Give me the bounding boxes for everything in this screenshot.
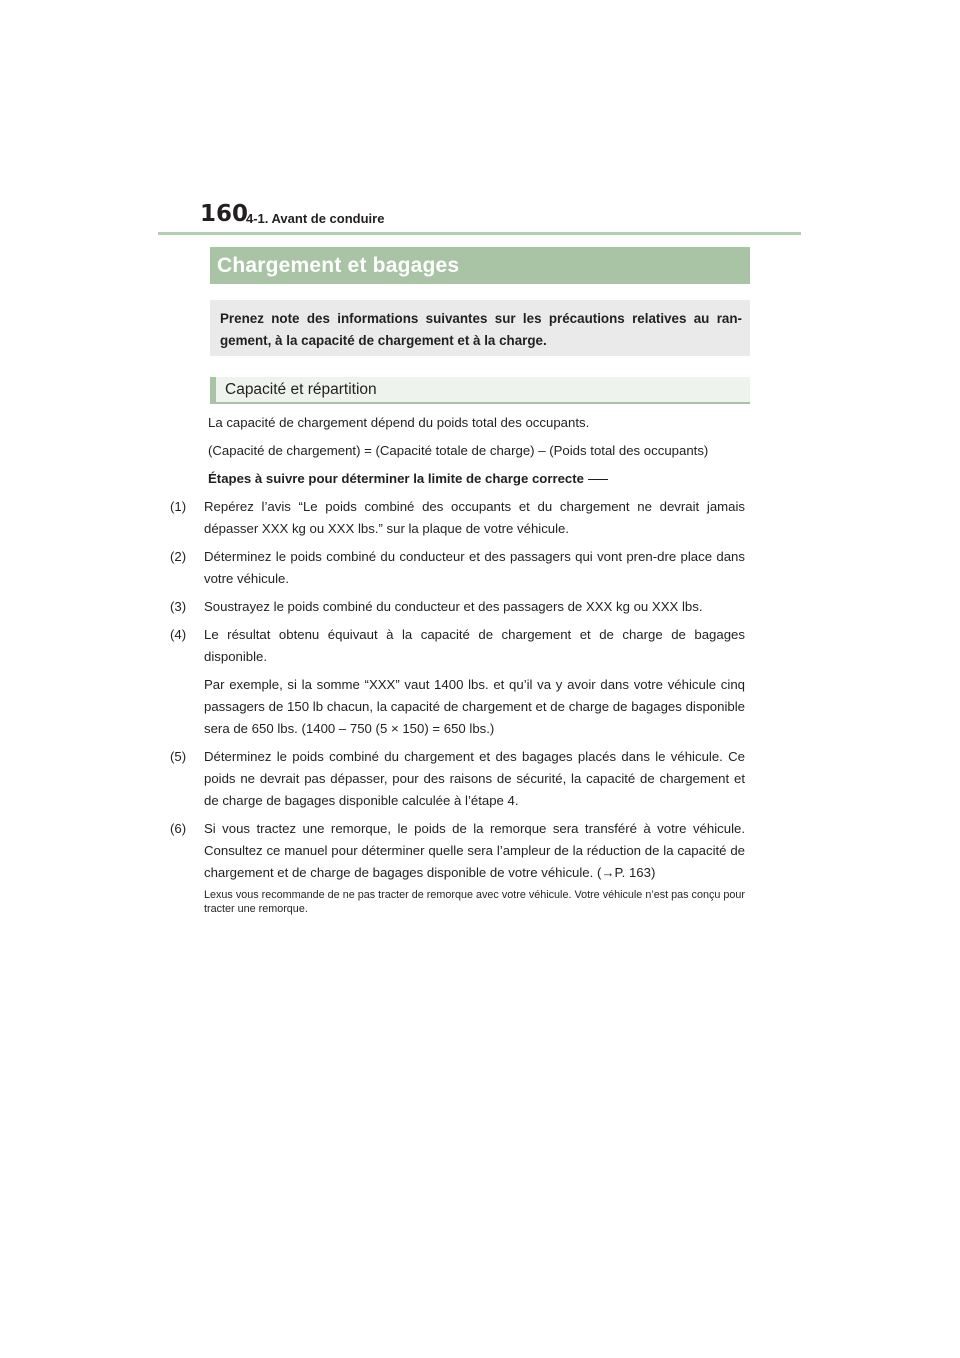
step-item — [170, 746, 745, 812]
step-number: (6) — [170, 821, 187, 836]
step-text: Soustrayez le poids combiné du conducteur et des passagers de XXX kg ou XXX lbs. — [204, 599, 703, 614]
steps-heading-text: Étapes à suivre pour déterminer la limite de charge correcte — [208, 471, 584, 486]
step-item — [170, 596, 745, 618]
subsection-title: Capacité et répartition — [225, 380, 377, 398]
step-text: Le résultat obtenu équivaut à la capacité de chargement et de charge de bagages disponible. — [204, 627, 745, 664]
step-item — [170, 546, 745, 590]
steps-heading — [208, 468, 745, 490]
title-bar — [210, 247, 750, 284]
step-text: Déterminez le poids combiné du chargement et des bagages placés dans le véhicule. Ce poids ne devrait pas dépasser, pour des raisons de sécurité, la capacité de chargement et de charge de bagages disponible calculée à l’étape 4. — [204, 749, 745, 808]
step-text: Si vous tractez une remorque, le poids de la remorque sera transféré à votre véhicule. Consultez ce manuel pour déterminer quelle sera l’ampleur de la réduction de la capacité de chargement et de charge de bagages disponible de votre véhicule. (→P. 163) — [204, 821, 745, 880]
dash-rule — [588, 479, 608, 480]
formula-paragraph: (Capacité de chargement) = (Capacité totale de charge) – (Poids total des occupants) — [208, 443, 709, 458]
intro-box: Prenez note des informations suivantes sur les précautions relatives au ran-gement, à la capacité de chargement et à la charge. — [210, 300, 750, 356]
body-text — [170, 412, 745, 922]
step-item — [170, 624, 745, 740]
step-number: (3) — [170, 599, 187, 614]
steps-list — [170, 496, 745, 916]
step-item — [170, 818, 745, 916]
step-item — [170, 496, 745, 540]
step-number: (4) — [170, 627, 187, 642]
trailer-note: Lexus vous recommande de ne pas tracter de remorque avec votre véhicule. Votre véhicule n’est pas conçu pour tracter une remorque. — [204, 889, 745, 915]
step-text: Repérez l’avis “Le poids combiné des occupants et du chargement ne devrait jamais dépasser XXX kg ou XXX lbs.” sur la plaque de votre véhicule. — [204, 499, 745, 536]
step-number: (1) — [170, 499, 187, 514]
capacity-paragraph: La capacité de chargement dépend du poids total des occupants. — [208, 415, 590, 430]
step-text: Déterminez le poids combiné du conducteur et des passagers qui vont pren-dre place dans votre véhicule. — [204, 549, 745, 586]
page-title: Chargement et bagages — [217, 253, 460, 277]
page-number: 160 — [200, 201, 249, 227]
subsection-header — [210, 377, 750, 404]
step-example: Par exemple, si la somme “XXX” vaut 1400 lbs. et qu’il va y avoir dans votre véhicule cinq passagers de 150 lb chacun, la capacité de chargement et de charge de bagages disponible sera de 650 lbs. (1400 – 750 (5 × 150) = 650 lbs.) — [204, 677, 745, 736]
step-number: (5) — [170, 749, 187, 764]
header-rule — [158, 232, 801, 235]
step-number: (2) — [170, 549, 187, 564]
section-header: 4-1. Avant de conduire — [246, 211, 385, 226]
